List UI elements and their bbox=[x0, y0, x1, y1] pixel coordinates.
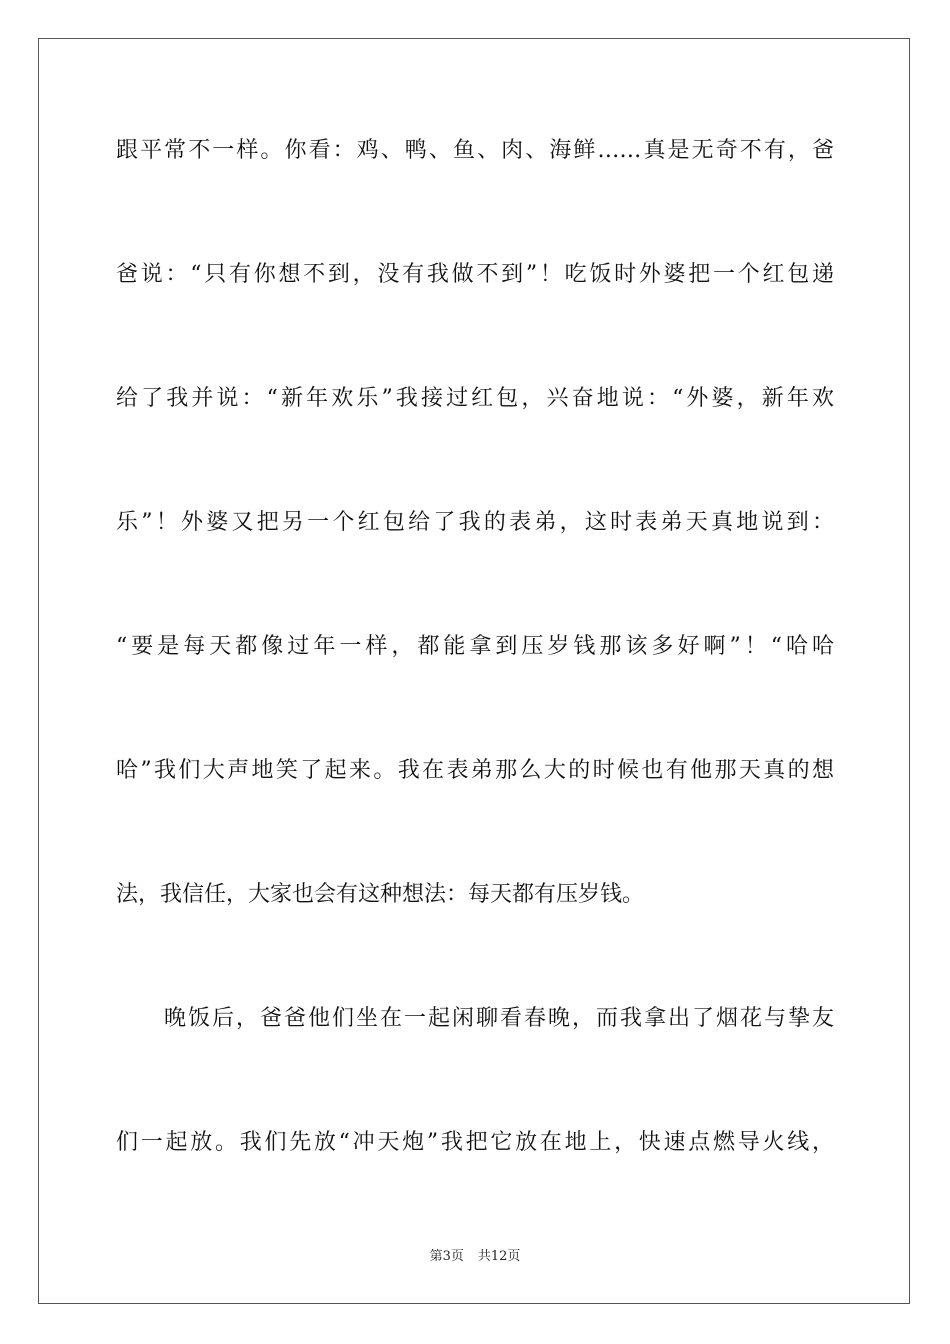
page-footer bbox=[0, 1248, 950, 1266]
paragraph-line-4: 乐”！外婆又把另一个红包给了我的表弟，这时表弟天真地说到： bbox=[116, 510, 834, 535]
paragraph-line-9: 们一起放。我们先放“冲天炮”我把它放在地上，快速点燃导火线， bbox=[116, 1130, 834, 1155]
page-number: 第3页 bbox=[429, 1249, 464, 1264]
paragraph-line-7: 法，我信任，大家也会有这种想法：每天都有压岁钱。 bbox=[116, 882, 645, 907]
page-border bbox=[38, 38, 910, 1304]
paragraph-line-8: 晚饭后，爸爸他们坐在一起闲聊看春晚，而我拿出了烟花与挚友 bbox=[164, 1006, 834, 1031]
paragraph-line-2: 爸说：“只有你想不到，没有我做不到”！吃饭时外婆把一个红包递 bbox=[116, 262, 834, 287]
paragraph-line-3: 给了我并说：“新年欢乐”我接过红包，兴奋地说：“外婆，新年欢 bbox=[116, 386, 834, 411]
paragraph-line-6: 哈”我们大声地笑了起来。我在表弟那么大的时候也有他那天真的想 bbox=[116, 758, 834, 783]
paragraph-line-1: 跟平常不一样。你看：鸡、鸭、鱼、肉、海鲜……真是无奇不有，爸 bbox=[116, 138, 834, 163]
page-total: 共12页 bbox=[477, 1249, 521, 1264]
paragraph-line-5: “要是每天都像过年一样，都能拿到压岁钱那该多好啊”！“哈哈 bbox=[116, 634, 834, 659]
